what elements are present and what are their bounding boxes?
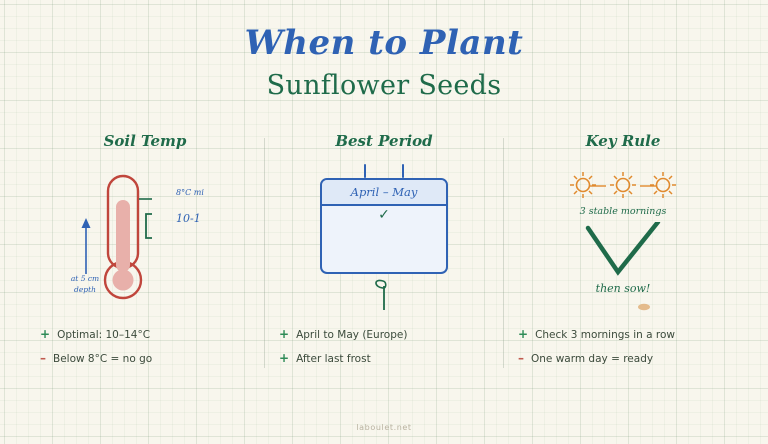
thermometer-illustration — [36, 164, 254, 319]
list-item-label: Below 8°C = no go — [53, 353, 153, 365]
columns-container — [26, 132, 742, 394]
list-item — [518, 328, 736, 341]
calendar-illustration — [275, 164, 493, 319]
list-item — [40, 352, 258, 365]
list-item — [518, 352, 736, 365]
page-title: When to Plant — [244, 23, 524, 63]
key-rule-illustration — [514, 164, 732, 319]
watermark: laboulet.net — [356, 423, 412, 432]
list-item — [40, 328, 258, 341]
annotation-min-temp: 8°C mi — [176, 188, 204, 197]
plus-icon: + — [279, 327, 290, 341]
annotation-depth-line1: at 5 cm — [70, 274, 100, 283]
column-soil-temp — [26, 132, 264, 394]
caption-stable-mornings: 3 stable mornings — [579, 206, 667, 217]
thermometer-graphic — [60, 166, 230, 320]
sun-connector — [558, 184, 688, 188]
list-item — [279, 352, 497, 365]
annotation-depth-line2: depth — [74, 285, 96, 294]
calendar-grid: ✓ — [378, 207, 390, 223]
bullets-soil-temp — [40, 328, 258, 376]
list-item — [279, 328, 497, 341]
calendar-card[interactable] — [320, 178, 448, 274]
list-item-label: Check 3 mornings in a row — [535, 329, 675, 341]
column-title-soil-temp: Soil Temp — [103, 132, 187, 150]
plus-icon: + — [518, 327, 529, 341]
column-key-rule — [504, 132, 742, 394]
list-item-label: One warm day = ready — [531, 353, 654, 365]
seed-icon — [636, 302, 652, 312]
list-item-label: Optimal: 10–14°C — [57, 329, 151, 341]
label-then-sow: then sow! — [595, 282, 651, 295]
list-item-label: After last frost — [296, 353, 371, 365]
sprout-icon — [364, 276, 404, 310]
column-best-period — [265, 132, 503, 394]
calendar-ring — [364, 164, 366, 178]
minus-icon: – — [518, 351, 524, 365]
column-title-best-period: Best Period — [335, 132, 433, 150]
annotation-optimal-range: 10-1 — [176, 212, 201, 225]
list-item-label: April to May (Europe) — [296, 329, 408, 341]
column-title-key-rule: Key Rule — [585, 132, 661, 150]
minus-icon: – — [40, 351, 46, 365]
calendar-ring — [402, 164, 404, 178]
poster-header — [0, 23, 768, 101]
plus-icon: + — [40, 327, 51, 341]
bullets-best-period — [279, 328, 497, 376]
page-subtitle: Sunflower Seeds — [266, 69, 502, 101]
calendar-rings — [320, 164, 448, 178]
calendar-header: April – May — [322, 180, 446, 206]
checkmark-icon — [578, 222, 668, 284]
plus-icon: + — [279, 351, 290, 365]
bullets-key-rule — [518, 328, 736, 376]
